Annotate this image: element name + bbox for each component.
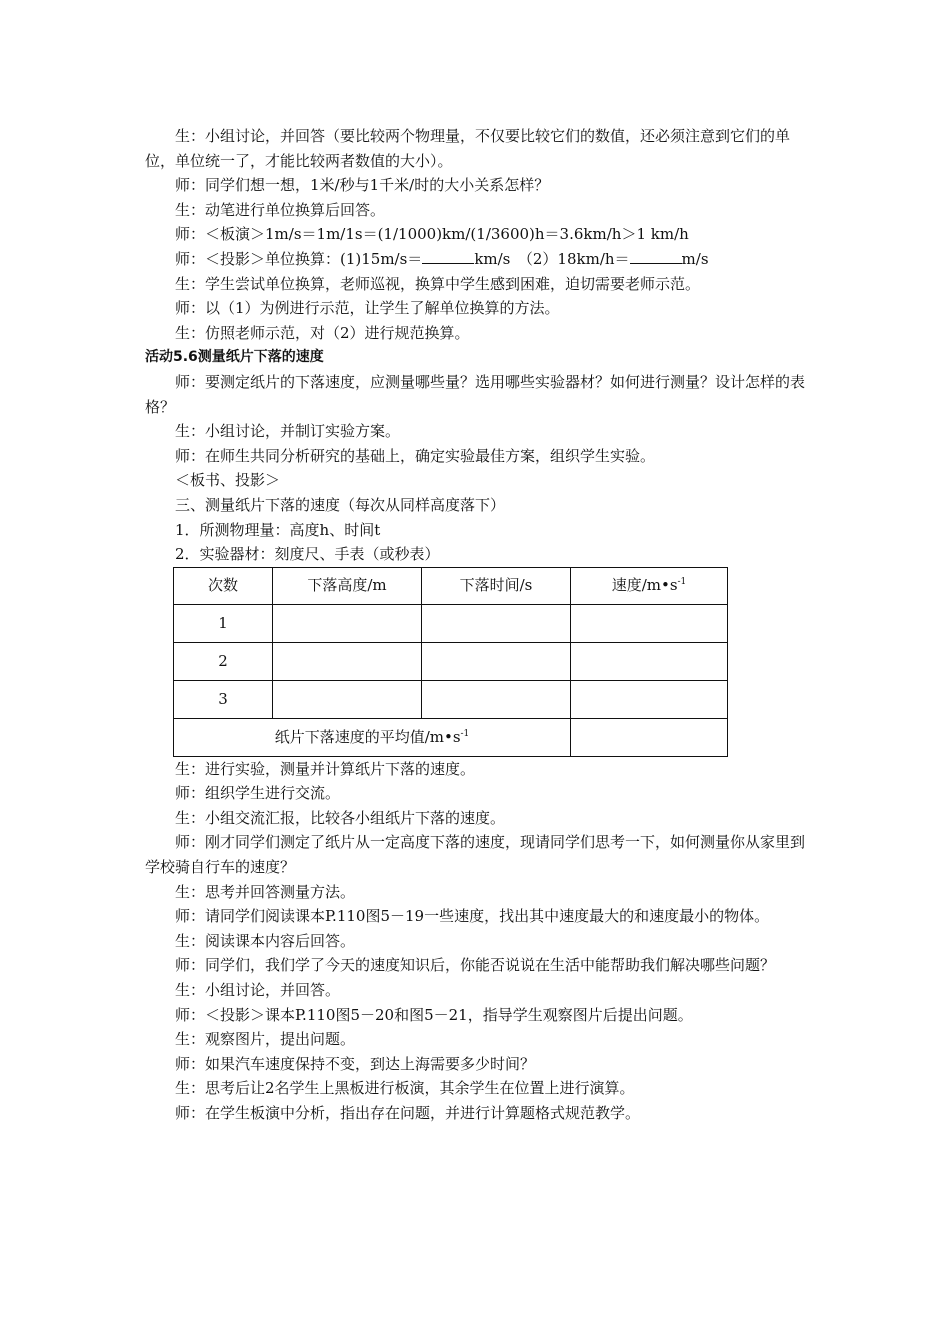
- paragraph: 师：＜投影＞课本P.110图5－20和图5－21，指导学生观察图片后提出问题。: [175, 1005, 693, 1024]
- table-cell: [422, 680, 571, 718]
- paragraph: 2．实验器材：刻度尺、手表（或秒表）: [175, 545, 440, 564]
- table-row: [174, 642, 728, 680]
- exercise-text-2: km/s （2）18km/h＝: [474, 249, 630, 268]
- paragraph: 生：阅读课本内容后回答。: [175, 931, 356, 950]
- unit-exponent: -1: [677, 577, 687, 588]
- table-cell: [273, 642, 422, 680]
- table-header-row: [174, 567, 728, 604]
- paragraph: 师：要测定纸片的下落速度，应测量哪些量？选用哪些实验器材？如何进行测量？设计怎样的表格？: [145, 372, 806, 416]
- projection-exercise: [145, 247, 810, 272]
- row-number: 1: [174, 604, 273, 642]
- paragraph: 师：刚才同学们测定了纸片从一定高度下落的速度，现请同学们思考一下，如何测量你从家里到学校骑自行车的速度？: [145, 833, 806, 877]
- table-cell: [571, 642, 728, 680]
- table-row: [174, 680, 728, 718]
- paragraph: 师：＜板演＞1m/s＝1m/1s＝(1/1000)km/(1/3600)h＝3.6km/h＞1 km/h: [175, 225, 689, 244]
- table-cell: [273, 680, 422, 718]
- header-cell: 下落高度/m: [273, 567, 422, 604]
- answer-blank-1: [422, 249, 474, 264]
- table-cell: [571, 718, 728, 756]
- paragraph: 生：进行实验，测量并计算纸片下落的速度。: [175, 759, 476, 778]
- activity-heading: 活动5.6测量纸片下落的速度: [145, 349, 324, 366]
- average-label: 纸片下落速度的平均值/m•s: [274, 727, 461, 746]
- paragraph: 1．所测物理量：高度h、时间t: [175, 520, 381, 539]
- table-row: [174, 604, 728, 642]
- table-cell: [422, 604, 571, 642]
- experiment-table: [173, 567, 728, 757]
- paragraph: 师：同学们想一想，1米/秒与1千米/时的大小关系怎样？: [175, 176, 550, 195]
- header-cell: [571, 567, 728, 604]
- paragraph: 生：学生尝试单位换算，老师巡视，换算中学生感到困难，迫切需要老师示范。: [175, 274, 701, 293]
- table-cell: [422, 642, 571, 680]
- paragraph: 生：思考后让2名学生上黑板进行板演，其余学生在位置上进行演算。: [175, 1079, 635, 1098]
- table-cell: [571, 604, 728, 642]
- paragraph: 师：在师生共同分析研究的基础上，确定实验最佳方案，组织学生实验。: [175, 446, 656, 465]
- table-cell: [273, 604, 422, 642]
- document-page: [145, 124, 810, 1126]
- paragraph: 生：动笔进行单位换算后回答。: [175, 200, 386, 219]
- exercise-text-3: m/s: [681, 249, 709, 268]
- paragraph: 师：请同学们阅读课本P.110图5－19一些速度，找出其中速度最大的和速度最小的物体。: [175, 907, 770, 926]
- paragraph: 生：小组讨论，并回答（要比较两个物理量，不仅要比较它们的数值，还必须注意到它们的单位，单位统一了，才能比较两者数值的大小）。: [145, 127, 791, 170]
- paragraph: 生：小组讨论，并回答。: [175, 981, 341, 1000]
- header-speed-label: 速度/m•s: [611, 576, 678, 595]
- answer-blank-2: [630, 249, 682, 264]
- row-number: 2: [174, 642, 273, 680]
- table-cell: [571, 680, 728, 718]
- paragraph: 三、测量纸片下落的速度（每次从同样高度落下）: [175, 495, 506, 514]
- paragraph: 师：同学们，我们学了今天的速度知识后，你能否说说在生活中能帮助我们解决哪些问题？: [175, 956, 776, 975]
- average-label-cell: [174, 718, 571, 756]
- paragraph: ＜板书、投影＞: [175, 471, 281, 490]
- header-cell: 下落时间/s: [422, 567, 571, 604]
- paragraph: 生：观察图片，提出问题。: [175, 1030, 356, 1049]
- paragraph: 生：仿照老师示范，对（2）进行规范换算。: [175, 323, 470, 342]
- paragraph: 生：思考并回答测量方法。: [175, 882, 356, 901]
- paragraph: 师：如果汽车速度保持不变，到达上海需要多少时间？: [175, 1054, 536, 1073]
- header-cell: 次数: [174, 567, 273, 604]
- paragraph: 生：小组交流汇报，比较各小组纸片下落的速度。: [175, 808, 506, 827]
- exercise-text-1: 师：＜投影＞单位换算：(1)15m/s＝: [175, 249, 423, 268]
- paragraph: 师：以（1）为例进行示范，让学生了解单位换算的方法。: [175, 299, 560, 318]
- paragraph: 师：在学生板演中分析，指出存在问题，并进行计算题格式规范教学。: [175, 1104, 641, 1122]
- row-number: 3: [174, 680, 273, 718]
- paragraph: 师：组织学生进行交流。: [175, 784, 341, 803]
- unit-exponent: -1: [460, 728, 470, 739]
- paragraph: 生：小组讨论，并制订实验方案。: [175, 422, 401, 441]
- table-average-row: [174, 718, 728, 756]
